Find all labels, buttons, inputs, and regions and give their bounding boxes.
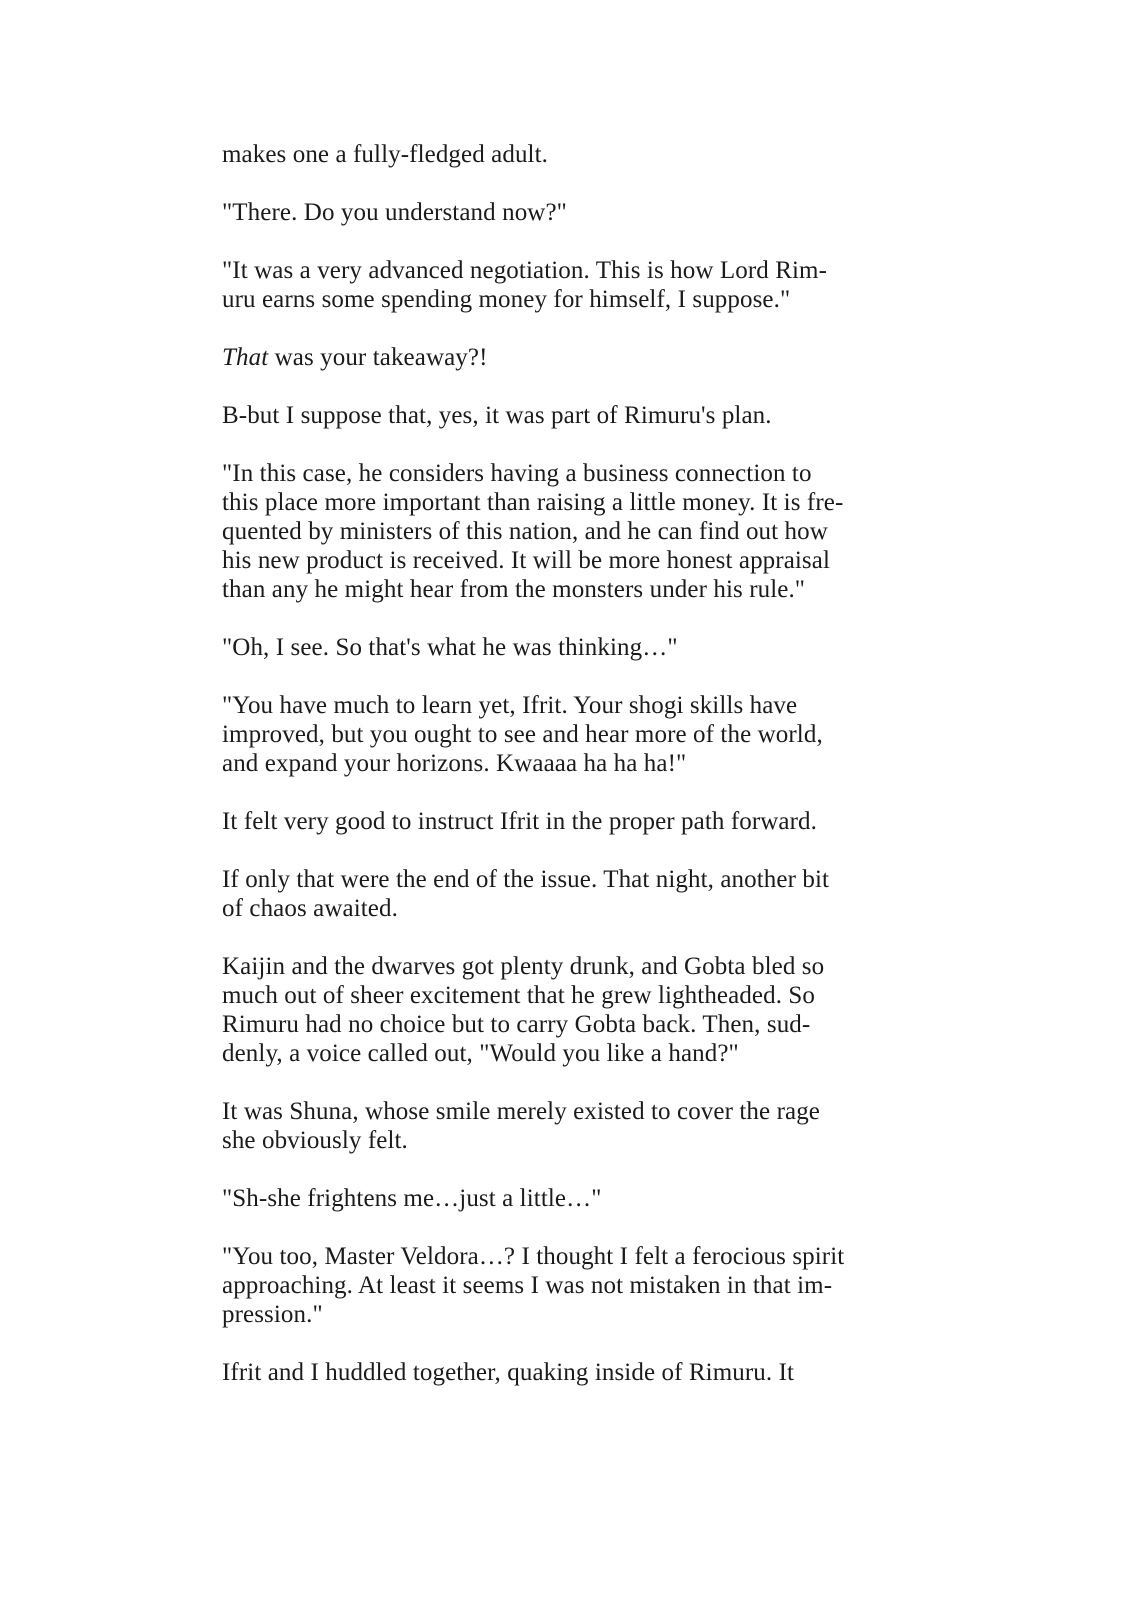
paragraph [222, 1242, 912, 1329]
text-line: of chaos awaited. [222, 895, 398, 922]
paragraph [222, 140, 912, 169]
text-line: this place more important than raising a little money. It is fre- [222, 489, 844, 516]
paragraph [222, 198, 912, 227]
text-line: makes one a fully-fledged adult. [222, 141, 549, 168]
text-line: Ifrit and I huddled together, quaking inside of Rimuru. It [222, 1359, 795, 1386]
italic-word: That [222, 344, 269, 371]
text-line: "You have much to learn yet, Ifrit. Your shogi skills have [222, 692, 798, 719]
text-line: uru earns some spending money for himself, I suppose." [222, 286, 791, 313]
text-line: denly, a voice called out, "Would you like a hand?" [222, 1040, 739, 1067]
paragraph [222, 633, 912, 662]
text-line: quented by ministers of this nation, and he can find out how [222, 518, 828, 545]
text-line-rest: was your takeaway?! [268, 344, 488, 371]
paragraph [222, 343, 912, 372]
text-line: improved, but you ought to see and hear more of the world, [222, 721, 823, 748]
text-line: Kaijin and the dwarves got plenty drunk, and Gobta bled so [222, 953, 825, 980]
paragraph [222, 401, 912, 430]
text-line: she obviously felt. [222, 1127, 408, 1154]
paragraph [222, 1184, 912, 1213]
text-line: Rimuru had no choice but to carry Gobta back. Then, sud- [222, 1011, 811, 1038]
text-line: "There. Do you understand now?" [222, 199, 567, 226]
paragraph [222, 256, 912, 314]
text-line: It felt very good to instruct Ifrit in the proper path forward. [222, 808, 818, 835]
text-line: approaching. At least it seems I was not mistaken in that im- [222, 1272, 833, 1299]
text-line: "Oh, I see. So that's what he was thinking…" [222, 634, 678, 661]
text-line: "You too, Master Veldora…? I thought I felt a ferocious spirit [222, 1243, 845, 1270]
text-line: It was Shuna, whose smile merely existed to cover the rage [222, 1098, 820, 1125]
paragraph [222, 459, 912, 604]
paragraph [222, 807, 912, 836]
page-text-block [222, 140, 912, 1416]
text-line [222, 343, 912, 372]
text-line: If only that were the end of the issue. That night, another bit [222, 866, 830, 893]
text-line: his new product is received. It will be more honest appraisal [222, 547, 831, 574]
text-line: "Sh-she frightens me…just a little…" [222, 1185, 602, 1212]
text-line: pression." [222, 1301, 323, 1328]
text-line: B-but I suppose that, yes, it was part of Rimuru's plan. [222, 402, 772, 429]
text-line: much out of sheer excitement that he grew lightheaded. So [222, 982, 816, 1009]
paragraph [222, 1097, 912, 1155]
text-line: "It was a very advanced negotiation. This is how Lord Rim- [222, 257, 827, 284]
paragraph [222, 691, 912, 778]
text-line: "In this case, he considers having a business connection to [222, 460, 812, 487]
paragraph [222, 1358, 912, 1387]
paragraph [222, 865, 912, 923]
paragraph [222, 952, 912, 1068]
text-line: and expand your horizons. Kwaaaa ha ha ha!" [222, 750, 687, 777]
text-line: than any he might hear from the monsters under his rule." [222, 576, 806, 603]
